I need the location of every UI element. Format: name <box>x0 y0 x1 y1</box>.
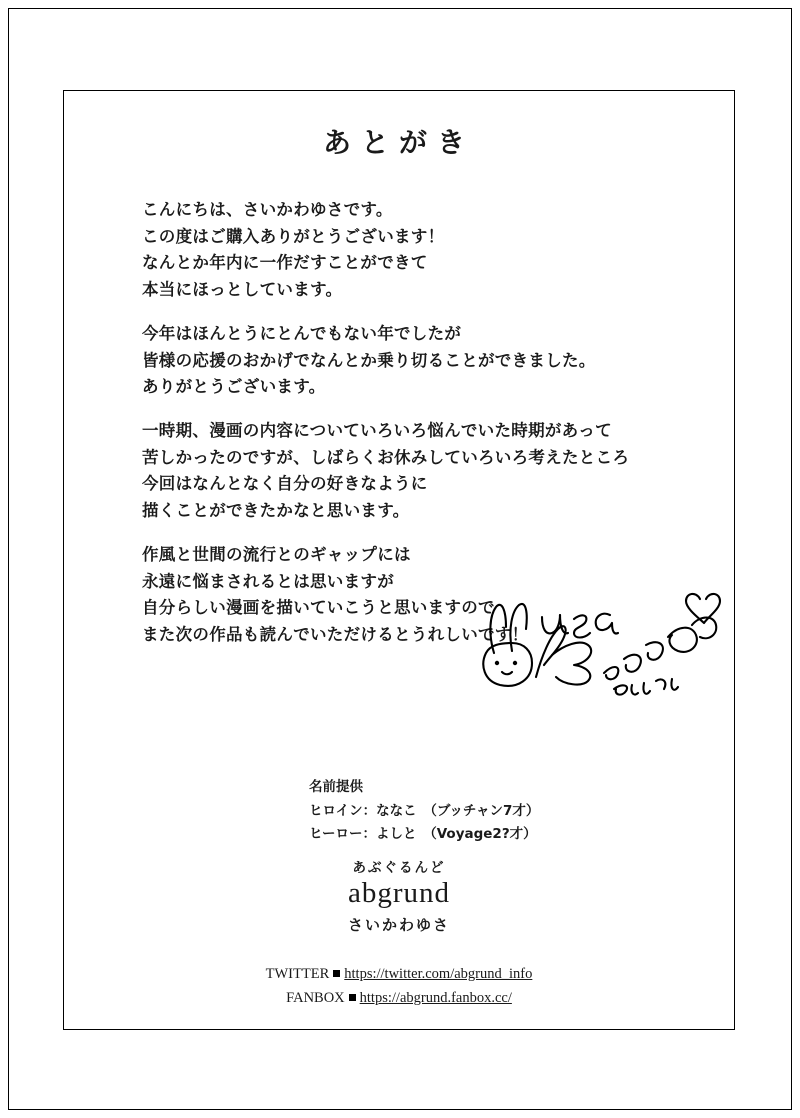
author-name: さいかわゆさ <box>347 916 450 934</box>
text-line: 今年はほんとうにとんでもない年でしたが <box>142 323 462 343</box>
text-line: こんにちは、さいかわゆさです。 <box>142 200 393 219</box>
square-bullet-icon <box>349 994 356 1001</box>
credits-heading: 名前提供 <box>309 779 363 795</box>
afterword-panel <box>63 90 735 1030</box>
circle-name: abgrund <box>347 877 451 909</box>
text-line: 描くことができたかなと思います。 <box>142 501 410 521</box>
text-line: この度はご購入ありがとうございます！ <box>142 226 445 246</box>
fanbox-link-row[interactable] <box>64 987 734 1011</box>
text-line: 永遠に悩まされるとは思いますが <box>142 571 394 591</box>
text-line: 苦しかったのですが、しばらくお休みしていろいろ考えたところ <box>142 447 630 467</box>
paragraph-3 <box>142 418 734 525</box>
fanbox-label: FANBOX <box>286 989 345 1006</box>
text-line: 今回はなんとなく自分の好きなように <box>142 474 428 494</box>
text-line: 自分らしい漫画を描いていこうと思いますので <box>142 598 495 618</box>
credits-line: ヒロイン：ななこ （ブッチャン7才） <box>309 802 540 819</box>
text-line: 作風と世間の流行とのギャップには <box>142 544 411 564</box>
square-bullet-icon <box>333 970 340 977</box>
twitter-label: TWITTER <box>265 966 330 982</box>
rabbit-doodle-icon <box>483 604 532 686</box>
text-line: なんとか年内に一作だすことができて <box>142 253 428 273</box>
page-title: あとがき <box>322 126 475 159</box>
text-line: 本当にほっとしています。 <box>142 280 343 300</box>
links-block <box>64 963 734 1011</box>
text-line: また次の作品も読んでいただけるとうれしいです！ <box>142 625 529 645</box>
text-line: 一時期、漫画の内容についていろいろ悩んでいた時期があって <box>142 421 612 441</box>
credits-block <box>309 776 539 847</box>
circle-name-kana: あぶぐるんど <box>352 860 446 876</box>
paragraph-2 <box>142 321 734 401</box>
handwriting-saikawa <box>614 679 678 695</box>
twitter-link-row[interactable] <box>64 963 734 987</box>
paragraph-1 <box>142 197 734 304</box>
twitter-url[interactable]: https://twitter.com/abgrund_info <box>344 966 533 982</box>
signature <box>464 581 724 711</box>
text-line: ありがとうございます。 <box>142 377 326 397</box>
text-line: 皆様の応援のおかげでなんとか乗り切ることができました。 <box>142 350 596 370</box>
credits-line: ヒーロー：よしと （Voyage2?才） <box>309 826 537 843</box>
circle-block <box>64 856 734 935</box>
fanbox-url[interactable]: https://abgrund.fanbox.cc/ <box>359 989 512 1006</box>
signature-flourish <box>536 618 716 685</box>
